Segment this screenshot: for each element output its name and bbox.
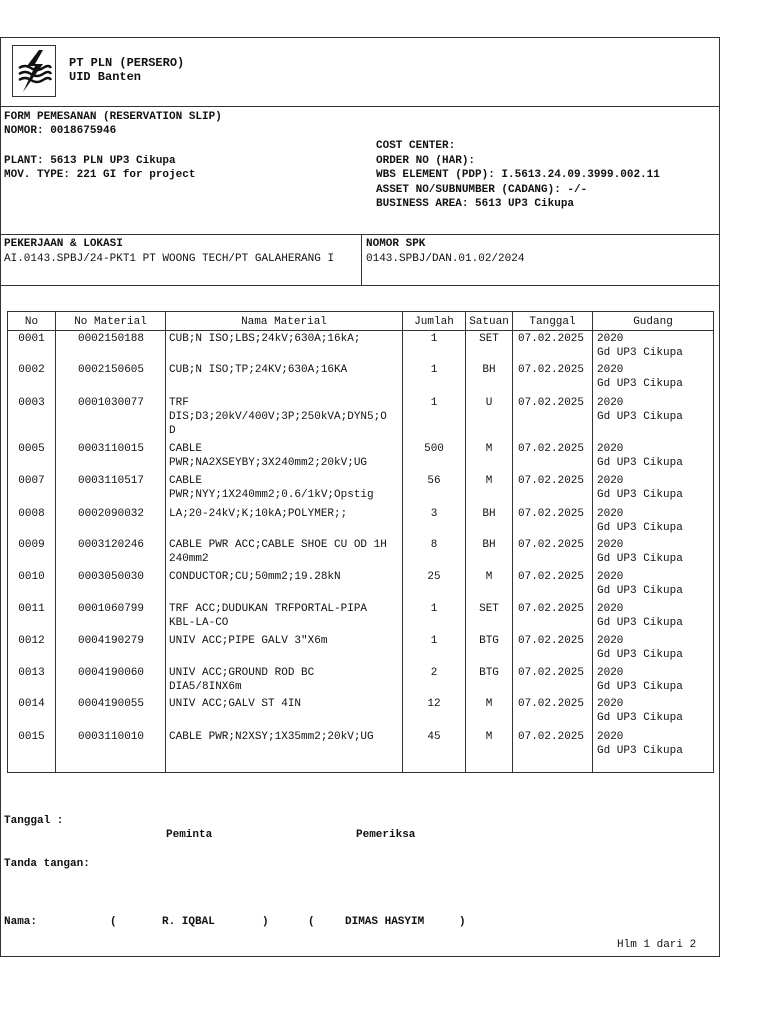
header-material-name: Nama Material [241, 316, 327, 328]
divider [0, 234, 720, 235]
table-row [8, 730, 713, 760]
materials-table [7, 311, 714, 773]
divider [361, 234, 362, 285]
row-date: 07.02.2025 [518, 333, 585, 345]
row-no: 0005 [18, 443, 45, 455]
header-unit: Satuan [469, 316, 509, 328]
header-material-no: No Material [74, 316, 147, 328]
page-number: Hlm 1 dari 2 [617, 939, 697, 951]
row-warehouse: 2020 Gd UP3 Cikupa [597, 539, 683, 565]
row-material-name: CABLE PWR;N2XSY;1X35mm2;20kV;UG [169, 731, 374, 743]
order-no: ORDER NO (HAR): [376, 155, 476, 167]
table-row [8, 634, 713, 664]
header-date: Tanggal [529, 316, 576, 328]
row-quantity: 1 [430, 333, 438, 345]
table-row [8, 442, 713, 472]
row-material-no: 0003110517 [77, 475, 144, 487]
row-warehouse: 2020 Gd UP3 Cikupa [597, 364, 683, 390]
row-no: 0001 [18, 333, 45, 345]
row-unit: SET [479, 603, 499, 615]
row-warehouse: 2020 Gd UP3 Cikupa [597, 397, 683, 423]
row-quantity: 25 [427, 571, 441, 583]
row-date: 07.02.2025 [518, 539, 585, 551]
requester-name: R. IQBAL [162, 916, 215, 928]
row-no: 0009 [18, 539, 45, 551]
business-area: BUSINESS AREA: 5613 UP3 Cikupa [376, 198, 575, 210]
row-material-no: 0004190055 [77, 698, 144, 710]
row-date: 07.02.2025 [518, 635, 585, 647]
row-material-no: 0001030077 [77, 397, 144, 409]
pln-lightning-icon [13, 46, 55, 96]
table-row [8, 666, 713, 696]
row-warehouse: 2020 Gd UP3 Cikupa [597, 731, 683, 757]
row-date: 07.02.2025 [518, 475, 585, 487]
checker-label: Pemeriksa [356, 829, 416, 841]
row-quantity: 12 [427, 698, 441, 710]
signature-label: Tanda tangan: [4, 858, 90, 870]
row-quantity: 2 [430, 667, 438, 679]
spk-value: 0143.SPBJ/DAN.01.02/2024 [366, 253, 525, 265]
row-material-name: TRF ACC;DUDUKAN TRFPORTAL-PIPA KBL-LA-CO [169, 603, 368, 629]
row-quantity: 45 [427, 731, 441, 743]
table-row [8, 507, 713, 537]
wbs-element: WBS ELEMENT (PDP): I.5613.24.09.3999.002.11 [376, 169, 660, 181]
row-unit: BH [482, 364, 496, 376]
work-value: AI.0143.SPBJ/24-PKT1 PT WOONG TECH/PT GALAHERANG I [4, 253, 335, 265]
checker-name: DIMAS HASYIM [345, 916, 425, 928]
requester-label: Peminta [166, 829, 213, 841]
work-label: PEKERJAAN & LOKASI [4, 238, 123, 250]
row-no: 0010 [18, 571, 45, 583]
table-row [8, 332, 713, 362]
paren-close: ) [459, 916, 466, 928]
table-row [8, 602, 713, 632]
row-unit: BH [482, 508, 496, 520]
row-no: 0003 [18, 397, 45, 409]
row-date: 07.02.2025 [518, 508, 585, 520]
company-name: PT PLN (PERSERO) [69, 56, 185, 70]
row-material-name: TRF DIS;D3;20kV/400V;3P;250kVA;DYN5;O D [169, 397, 387, 437]
name-label: Nama: [4, 916, 38, 928]
row-date: 07.02.2025 [518, 443, 585, 455]
row-quantity: 500 [424, 443, 444, 455]
header-divider [8, 330, 713, 331]
row-unit: BH [482, 539, 496, 551]
row-unit: M [485, 475, 493, 487]
header-quantity: Jumlah [414, 316, 454, 328]
row-unit: U [485, 397, 493, 409]
row-material-no: 0002090032 [77, 508, 144, 520]
row-material-name: UNIV ACC;GROUND ROD BC DIA5/8INX6m [169, 667, 315, 693]
row-no: 0014 [18, 698, 45, 710]
row-material-no: 0002150188 [77, 333, 144, 345]
divider [0, 285, 720, 286]
row-no: 0012 [18, 635, 45, 647]
unit-name: UID Banten [69, 70, 142, 84]
spk-label: NOMOR SPK [366, 238, 426, 250]
row-material-name: LA;20-24kV;K;10kA;POLYMER;; [169, 508, 348, 520]
row-quantity: 56 [427, 475, 441, 487]
row-quantity: 1 [430, 397, 438, 409]
row-quantity: 1 [430, 635, 438, 647]
row-quantity: 1 [430, 603, 438, 615]
row-date: 07.02.2025 [518, 667, 585, 679]
row-no: 0002 [18, 364, 45, 376]
row-no: 0008 [18, 508, 45, 520]
mov-type: MOV. TYPE: 221 GI for project [4, 169, 196, 181]
divider [0, 106, 720, 107]
row-quantity: 8 [430, 539, 438, 551]
row-unit: SET [479, 333, 499, 345]
row-warehouse: 2020 Gd UP3 Cikupa [597, 333, 683, 359]
row-no: 0015 [18, 731, 45, 743]
row-material-no: 0004190279 [77, 635, 144, 647]
table-row [8, 363, 713, 393]
row-no: 0011 [18, 603, 45, 615]
paren-open: ( [110, 916, 117, 928]
paren-close: ) [262, 916, 269, 928]
row-unit: BTG [479, 635, 499, 647]
row-date: 07.02.2025 [518, 397, 585, 409]
row-material-no: 0003120246 [77, 539, 144, 551]
table-row [8, 474, 713, 504]
row-no: 0007 [18, 475, 45, 487]
row-material-name: CABLE PWR ACC;CABLE SHOE CU OD 1H 240mm2 [169, 539, 387, 565]
row-material-name: UNIV ACC;GALV ST 4IN [169, 698, 302, 710]
row-material-name: CUB;N ISO;LBS;24kV;630A;16kA; [169, 333, 361, 345]
row-material-name: CUB;N ISO;TP;24KV;630A;16KA [169, 364, 348, 376]
row-unit: BTG [479, 667, 499, 679]
asset-no: ASSET NO/SUBNUMBER (CADANG): -/- [376, 184, 588, 196]
table-row [8, 396, 713, 437]
date-label: Tanggal : [4, 815, 64, 827]
row-warehouse: 2020 Gd UP3 Cikupa [597, 698, 683, 724]
plant: PLANT: 5613 PLN UP3 Cikupa [4, 155, 176, 167]
row-warehouse: 2020 Gd UP3 Cikupa [597, 508, 683, 534]
row-unit: M [485, 731, 493, 743]
row-material-name: CONDUCTOR;CU;50mm2;19.28kN [169, 571, 341, 583]
row-quantity: 1 [430, 364, 438, 376]
row-unit: M [485, 698, 493, 710]
row-unit: M [485, 443, 493, 455]
row-material-no: 0003110010 [77, 731, 144, 743]
row-date: 07.02.2025 [518, 698, 585, 710]
row-material-no: 0001060799 [77, 603, 144, 615]
row-warehouse: 2020 Gd UP3 Cikupa [597, 475, 683, 501]
row-warehouse: 2020 Gd UP3 Cikupa [597, 603, 683, 629]
form-number: NOMOR: 0018675946 [4, 125, 117, 137]
row-material-no: 0003050030 [77, 571, 144, 583]
row-date: 07.02.2025 [518, 364, 585, 376]
header-no: No [24, 316, 39, 328]
form-title: FORM PEMESANAN (RESERVATION SLIP) [4, 111, 222, 123]
row-no: 0013 [18, 667, 45, 679]
row-material-name: UNIV ACC;PIPE GALV 3"X6m [169, 635, 328, 647]
row-date: 07.02.2025 [518, 603, 585, 615]
row-warehouse: 2020 Gd UP3 Cikupa [597, 667, 683, 693]
row-material-no: 0003110015 [77, 443, 144, 455]
row-material-no: 0004190060 [77, 667, 144, 679]
row-warehouse: 2020 Gd UP3 Cikupa [597, 443, 683, 469]
row-warehouse: 2020 Gd UP3 Cikupa [597, 635, 683, 661]
pln-logo [12, 45, 56, 97]
row-date: 07.02.2025 [518, 571, 585, 583]
row-date: 07.02.2025 [518, 731, 585, 743]
row-material-name: CABLE PWR;NYY;1X240mm2;0.6/1kV;Opstig [169, 475, 374, 501]
row-warehouse: 2020 Gd UP3 Cikupa [597, 571, 683, 597]
row-quantity: 3 [430, 508, 438, 520]
row-unit: M [485, 571, 493, 583]
row-material-no: 0002150605 [77, 364, 144, 376]
header-warehouse: Gudang [633, 316, 673, 328]
table-row [8, 538, 713, 568]
table-row [8, 570, 713, 600]
cost-center: COST CENTER: [376, 140, 456, 152]
paren-open: ( [308, 916, 315, 928]
table-row [8, 697, 713, 727]
row-material-name: CABLE PWR;NA2XSEYBY;3X240mm2;20kV;UG [169, 443, 368, 469]
